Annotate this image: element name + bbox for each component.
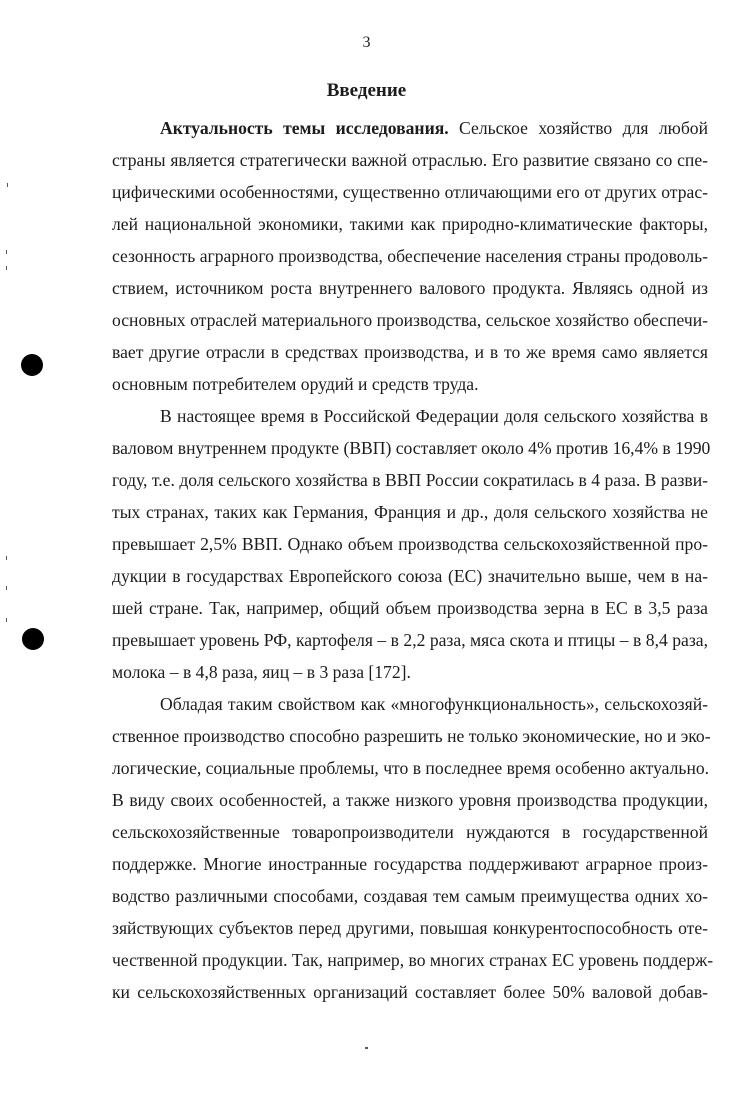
scan-speck (6, 266, 7, 270)
text-line: ки сельскохозяйственных организаций составляет более 50% валовой добав- (112, 982, 708, 1002)
text-line: году, т.е. доля сельского хозяйства в ВВП России сократилась в 4 раза. В разви- (112, 470, 708, 490)
text-line: лей национальной экономики, такими как природно-климатические факторы, (112, 214, 708, 234)
text-line: водство различными способами, создавая тем самым преимущества одних хо- (112, 886, 708, 906)
text-line: чественной продукции. Так, например, во многих странах ЕС уровень поддерж- (112, 950, 714, 970)
text-line: В настоящее время в Российской Федерации доля сельского хозяйства в (160, 406, 708, 426)
text-line: дукции в государствах Европейского союза (ЕС) значительно выше, чем в на- (112, 566, 708, 586)
text-line: вает другие отрасли в средствах производства, и в то же время само является (112, 342, 708, 362)
text-line (160, 116, 708, 140)
text-line: ственное производство способно разрешить не только экономические, но и эко- (112, 726, 711, 746)
page-number: 3 (362, 34, 371, 51)
text-line: сельскохозяйственные товаропроизводители нуждаются в государственной (112, 822, 708, 842)
text-line: В виду своих особенностей, а также низкого уровня производства продукции, (112, 790, 708, 810)
text-line: тых странах, таких как Германия, Франция и др., доля сельского хозяйства не (112, 502, 708, 522)
section-lead: Актуальность темы исследования. (160, 118, 449, 138)
text-line: превышает уровень РФ, картофеля – в 2,2 раза, мяса скота и птицы – в 8,4 раза, (112, 630, 708, 650)
text-line: страны является стратегически важной отраслью. Его развитие связано со спе- (112, 150, 708, 170)
scan-speck (365, 1047, 368, 1049)
scan-speck (7, 183, 8, 187)
text-line: Обладая таким свойством как «многофункциональность», сельскохозяй- (160, 694, 708, 714)
scan-speck (6, 618, 7, 622)
text-line: основным потребителем орудий и средств труда. (112, 374, 479, 394)
scan-speck (6, 586, 7, 590)
text-line: основных отраслей материального производства, сельское хозяйство обеспечи- (112, 310, 708, 330)
scan-speck (6, 250, 7, 254)
text-line: сезонность аграрного производства, обеспечение населения страны продоволь- (112, 246, 708, 266)
text-line: шей стране. Так, например, общий объем производства зерна в ЕС в 3,5 раза (112, 598, 708, 618)
binder-hole (21, 354, 43, 376)
text-line: ствием, источником роста внутреннего валового продукта. Являясь одной из (112, 278, 708, 298)
text-line: поддержке. Многие иностранные государства поддерживают аграрное произ- (112, 854, 708, 874)
text-line: валовом внутреннем продукте (ВВП) составляет около 4% против 16,4% в 1990 (112, 438, 711, 458)
page-title: Введение (326, 80, 407, 101)
binder-hole (22, 628, 44, 650)
scan-speck (6, 556, 7, 560)
text-line: логические, социальные проблемы, что в последнее время особенно актуально. (112, 758, 710, 778)
text-line: цифическими особенностями, существенно отличающими его от других отрас- (112, 182, 708, 202)
text-line: превышает 2,5% ВВП. Однако объем производства сельскохозяйственной про- (112, 534, 708, 554)
text-line: зяйствующих субъектов перед другими, повышая конкурентоспособность оте- (112, 918, 708, 938)
text-line: молока – в 4,8 раза, яиц – в 3 раза [172]. (112, 662, 411, 682)
text-line-content: Сельское хозяйство для любой (448, 118, 708, 138)
